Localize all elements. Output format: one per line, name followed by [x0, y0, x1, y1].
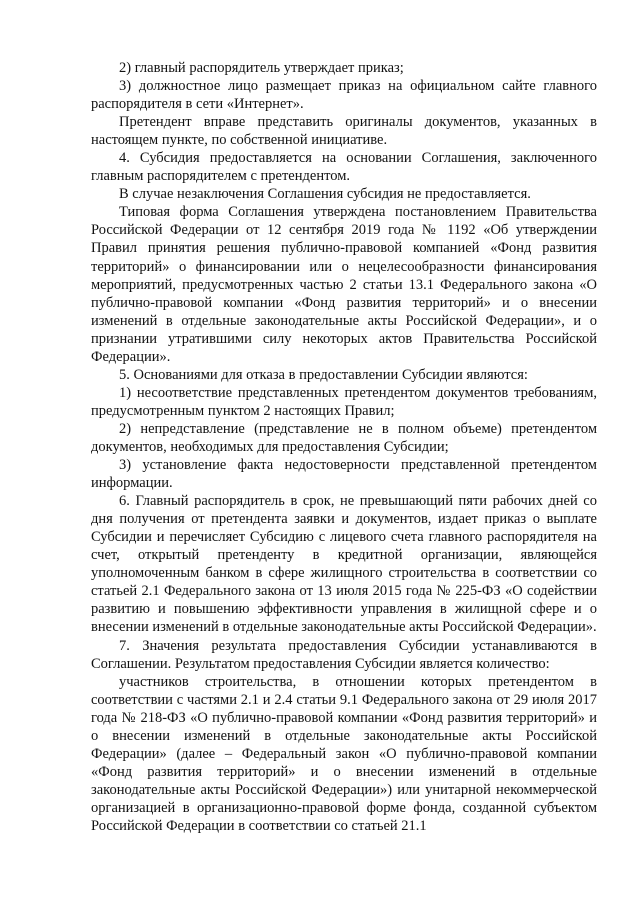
paragraph-4-agreement: 4. Субсидия предоставляется на основании Соглашения, заключенного главным распорядителем с претендентом.	[91, 150, 597, 185]
paragraph-5-refusal-grounds: 5. Основаниями для отказа в предоставлении Субсидии являются:	[119, 366, 528, 383]
paragraph-standard-form: Типовая форма Соглашения утверждена постановлением Правительства Российской Федерации от 12 сентября 2019 года № 1192 «Об утверждении Правил принятия решения публично-правовой компанией «Фонд развития территорий» о финансировании или о нецелесообразности финансирования мероприятий, предусмотренных частью 2 статьи 13.1 Федерального закона «О публично-правовой компании «Фонд развития территорий» и о внесении изменений в отдельные законодательные акты Российской Федерации», и о признании утратившими силу некоторых актов Правительства Российской Федерации».	[91, 204, 597, 365]
paragraph-publication: 3) должностное лицо размещает приказ на официальном сайте главного распорядителя в сети «Интернет».	[91, 78, 597, 113]
paragraph-refusal-2: 2) непредставление (представление не в полном объеме) претендентом документов, необходимых для предоставления Субсидии;	[91, 420, 597, 455]
paragraph-refusal-1: 1) несоответствие представленных претендентом документов требованиям, предусмотренным пунктом 2 настоящих Правил;	[91, 384, 597, 419]
document-body	[91, 59, 597, 835]
paragraph-refusal-3: 3) установление факта недостоверности представленной претендентом информации.	[91, 457, 597, 492]
paragraph-originals: Претендент вправе представить оригиналы документов, указанных в настоящем пункте, по собственной инициативе.	[91, 114, 597, 149]
paragraph-no-agreement: В случае незаключения Соглашения субсидия не предоставляется.	[119, 186, 531, 203]
paragraph-7-result: 7. Значения результата предоставления Субсидии устанавливаются в Соглашении. Результатом предоставления Субсидии является количество:	[91, 637, 597, 672]
paragraph-participants: участников строительства, в отношении которых претендентом в соответствии с частями 2.1 и 2.4 статьи 9.1 Федерального закона от 29 июля 2017 года № 218-ФЗ «О публично-правовой компании «Фонд развития территорий» и о внесении изменений в отдельные законодательные акты Российской Федерации» (далее – Федеральный закон «О публично-правовой компании «Фонд развития территорий» и о внесении изменений в отдельные законодательные акты Российской Федерации») или унитарной некоммерческой организацией в организационно-правовой форме фонда, созданной субъектом Российской Федерации в соответствии со статьей 21.1	[91, 673, 597, 834]
paragraph-approval: 2) главный распорядитель утверждает приказ;	[119, 60, 404, 76]
paragraph-6-payment: 6. Главный распорядитель в срок, не превышающий пяти рабочих дней со дня получения от претендента заявки и документов, издает приказ о выплате Субсидии и перечисляет Субсидию с лицевого счета главного распорядителя на счет, открытый претенденту в кредитной организации, являющейся уполномоченным банком в сфере жилищного строительства в соответствии со статьей 2.1 Федерального закона от 13 июля 2015 года № 225-ФЗ «О содействии развитию и повышению эффективности управления в жилищной сфере и о внесении изменений в отдельные законодательные акты Российской Федерации».	[91, 493, 597, 636]
